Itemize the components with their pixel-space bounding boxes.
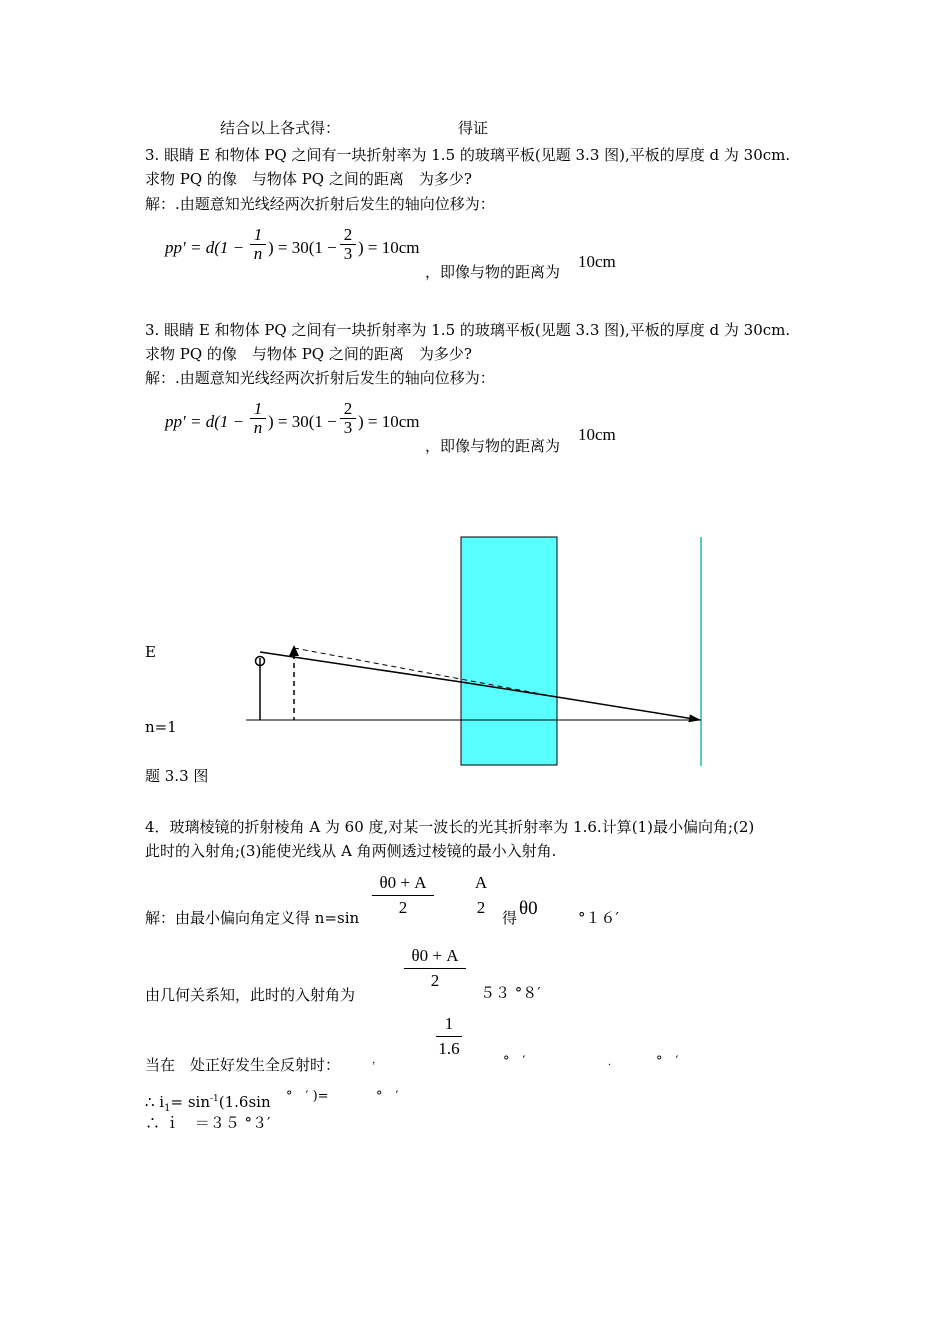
p4-sol4a: ∴ i: [145, 1093, 165, 1111]
p3b-frac1-num: 1: [253, 399, 263, 418]
p4-sol4-sub: 1: [164, 1103, 171, 1114]
p3a-frac2-den: 3: [343, 244, 353, 263]
p4-frac-d: [436, 1015, 462, 1058]
p4-frac-a-den: 2: [398, 898, 408, 917]
p3a-formula-rhs: ) = 10cm: [358, 238, 420, 257]
p4-frac-a-num: θ0 + A: [379, 873, 427, 892]
p3b-line1: 3. 眼睛 E 和物体 PQ 之间有一块折射率为 1.5 的玻璃平板(见题 3.3 图),平板的厚度 d 为 30cm.: [145, 321, 791, 339]
p3b-line2: 求物 PQ 的像 与物体 PQ 之间的距离 为多少?: [145, 345, 472, 363]
p4-de: 得: [502, 909, 518, 927]
label-n: n=1: [145, 718, 177, 736]
p4-res2: ５３ °８′: [480, 984, 541, 1002]
p3b-answer: 10cm: [578, 425, 616, 444]
p3b-formula-rhs: ) = 10cm: [358, 412, 420, 431]
p4-sol1: 解：由最小偏向角定义得 n=sin: [145, 909, 360, 927]
p3a-answer: 10cm: [578, 252, 616, 271]
p4-sol4d: ° ′ )=: [286, 1089, 329, 1104]
p3a-line1: 3. 眼睛 E 和物体 PQ 之间有一块折射率为 1.5 的玻璃平板(见题 3.3 图),平板的厚度 d 为 30cm.: [145, 146, 791, 164]
p4-sol2: 由几何关系知，此时的入射角为: [145, 986, 356, 1004]
label-e: E: [145, 643, 156, 661]
p4-res1: °１６′: [578, 909, 619, 927]
p4-frac-c-num: θ0 + A: [411, 946, 459, 965]
p4-frac-c-den: 2: [430, 971, 440, 990]
p4-sol4-sup: -1: [209, 1094, 219, 1104]
p4-sol4b: = sin: [170, 1093, 210, 1111]
p4-frac-a: [372, 874, 434, 917]
ray-segment-1: [260, 652, 461, 682]
figure-caption: 题 3.3 图: [145, 767, 209, 785]
p3a-frac2-num: 2: [343, 225, 353, 244]
p4-sol3: 当在 处正好发生全反射时：: [145, 1056, 341, 1074]
p4-deg2: ° ′: [656, 1054, 679, 1069]
p3a-line2: 求物 PQ 的像 与物体 PQ 之间的距离 为多少?: [145, 170, 472, 188]
p4-frac-b: [470, 874, 492, 917]
p4-frac-b-den: 2: [476, 898, 486, 917]
p4-frac-d-num: 1: [444, 1014, 454, 1033]
p3b-conclusion: ，即像与物的距离为: [425, 437, 561, 455]
p4-sol5: ∴ ｉ ＝３５ °３′: [145, 1114, 271, 1132]
p3b-frac1-den: n: [253, 418, 263, 437]
p4-line1: 4．玻璃棱镜的折射棱角 A 为 60 度,对某一波长的光其折射率为 1.6.计算(1)最小偏向角;(2): [145, 818, 755, 836]
p3a-frac1-num: 1: [253, 225, 263, 244]
p3b-formula-lhs: pp′ = d(1 −: [165, 412, 245, 431]
p4-line2: 此时的入射角;(3)能使光线从 A 角两侧透过棱镜的最小入射角.: [145, 842, 557, 860]
p4-theta0: θ0: [519, 898, 538, 919]
p3b-frac2-num: 2: [343, 399, 353, 418]
p4-frac-c: [404, 947, 466, 990]
p4-deg1: ° ′: [503, 1054, 526, 1069]
ray-segment-3: [557, 697, 700, 720]
p3b-frac2-den: 3: [343, 418, 353, 437]
p3a-conclusion: ，即像与物的距离为: [425, 263, 561, 281]
p4-tick1: ，: [372, 1055, 382, 1066]
p3a-line3: 解：.由题意知光线经两次折射后发生的轴向位移为：: [145, 195, 495, 213]
proven-text: 得证: [458, 119, 489, 137]
glass-plate: [461, 537, 557, 765]
p3a-formula-lhs: pp′ = d(1 −: [165, 238, 245, 257]
p4-frac-d-den: 1.6: [438, 1039, 460, 1058]
p4-frac-b-num: A: [474, 873, 488, 892]
image-arrowhead-icon: [289, 645, 299, 656]
p3b-line3: 解：.由题意知光线经两次折射后发生的轴向位移为：: [145, 369, 495, 387]
p4-sol4e: ° ′: [376, 1089, 399, 1104]
p3b-formula-mid: ) = 30(1 −: [268, 412, 337, 431]
combine-text: 结合以上各式得：: [220, 119, 341, 137]
p4-sol4c: (1.6sin: [218, 1093, 271, 1111]
p3a-formula-mid: ) = 30(1 −: [268, 238, 337, 257]
p3a-frac1-den: n: [253, 244, 263, 263]
p4-tick2: ．: [608, 1057, 618, 1068]
